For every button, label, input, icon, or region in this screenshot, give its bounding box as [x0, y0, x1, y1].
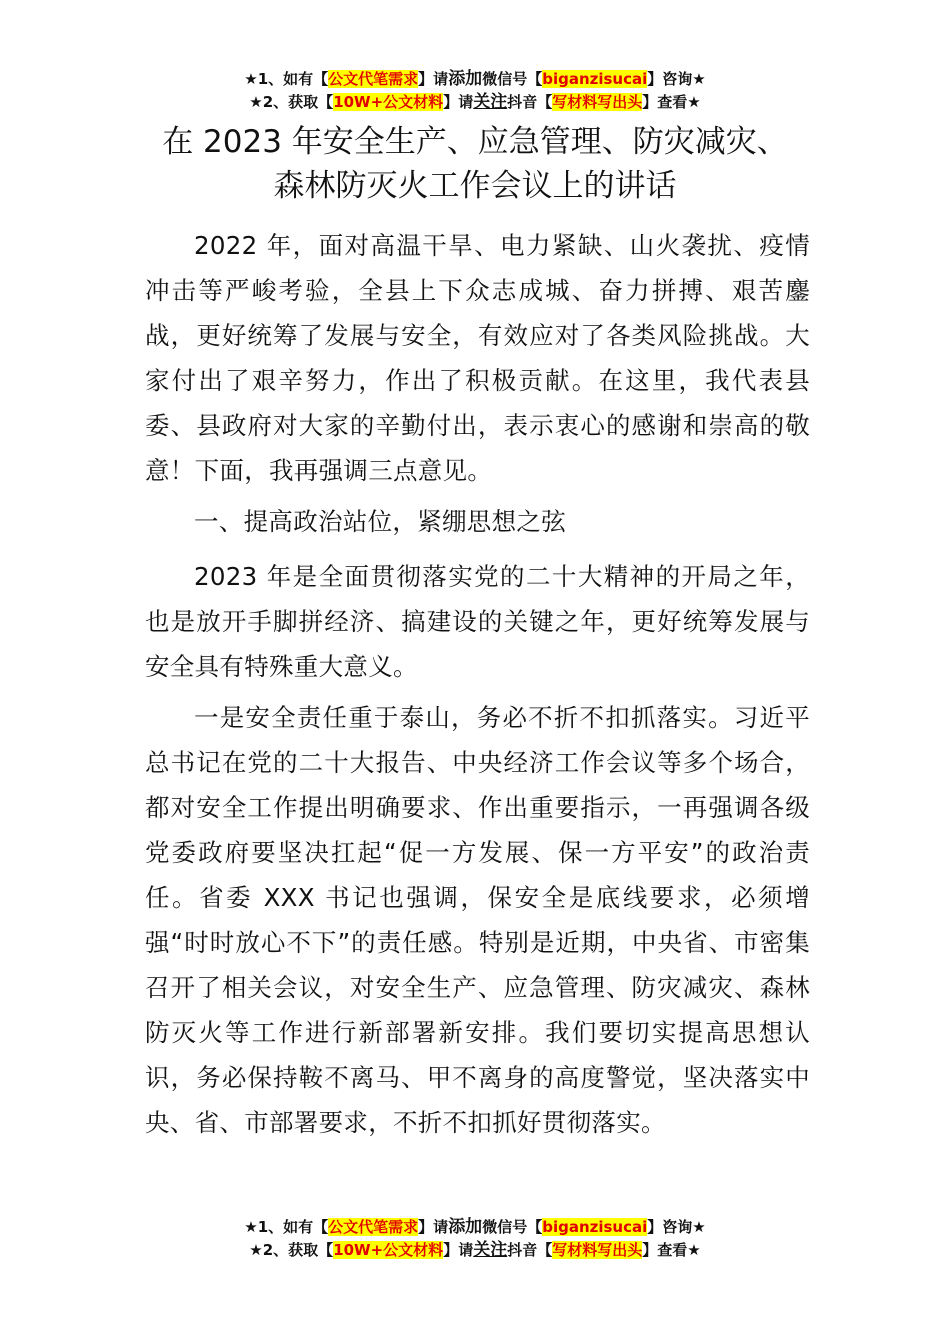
banner-douyin-id: 写材料写出头	[552, 1241, 643, 1259]
banner-emphasis: 关注	[473, 92, 508, 112]
banner-highlight: 公文代笔需求	[328, 1218, 419, 1236]
banner-text: 】请	[418, 70, 449, 88]
footer-banner	[0, 1216, 950, 1262]
paragraph: 一是安全责任重于泰山，务必不折不扣抓落实。习近平总书记在党的二十大报告、中央经济工作会议等多个场合，都对安全工作提出明确要求、作出重要指示，一再强调各级党委政府要坚决扛起“促一方发展、保一方平安”的政治责任。省委 XXX 书记也强调，保安全是底线要求，必须增强“时时放心不下”的责任感。特别是近期，中央省、市密集召开了相关会议，对安全生产、应急管理、防灾减灾、森林防灭火等工作进行新部署新安排。我们要切实提高思想认识，务必保持鞍不离马、甲不离身的高度警觉，坚决落实中央、省、市部署要求，不折不扣抓好贯彻落实。	[145, 703, 810, 1137]
banner-highlight: 10W+公文材料	[333, 1241, 444, 1259]
banner-text: ★1、如有【	[244, 1218, 329, 1236]
banner-highlight: 10W+公文材料	[333, 93, 444, 111]
banner-text: ★2、获取【	[249, 1241, 334, 1259]
banner-text: 】查看★	[642, 93, 701, 111]
banner-emphasis: 添加	[448, 1217, 483, 1237]
banner-text: ★1、如有【	[244, 70, 329, 88]
banner-text: 】咨询★	[647, 1218, 706, 1236]
banner-wechat-id: biganzisucai	[542, 70, 648, 88]
banner-text: 】请	[443, 1241, 474, 1259]
banner-text: 】请	[418, 1218, 449, 1236]
banner-highlight: 公文代笔需求	[328, 70, 419, 88]
banner-douyin-id: 写材料写出头	[552, 93, 643, 111]
section-heading: 一、提高政治站位，紧绷思想之弦	[194, 507, 566, 536]
banner-text: ★2、获取【	[249, 93, 334, 111]
banner-text: 】请	[443, 93, 474, 111]
banner-emphasis: 添加	[448, 69, 483, 89]
banner-line-1	[0, 68, 950, 91]
banner-text: 抖音【	[507, 1241, 553, 1259]
banner-line-2	[0, 91, 950, 114]
paragraph: 2023 年是全面贯彻落实党的二十大精神的开局之年，也是放开手脚拼经济、搞建设的关键之年，更好统筹发展与安全具有特殊重大意义。	[145, 562, 810, 681]
banner-line-2	[0, 1239, 950, 1262]
banner-line-1	[0, 1216, 950, 1239]
banner-wechat-id: biganzisucai	[542, 1218, 648, 1236]
document-body	[145, 223, 810, 1151]
banner-text: 微信号【	[482, 1218, 543, 1236]
banner-text: 】查看★	[642, 1241, 701, 1259]
banner-text: 微信号【	[482, 70, 543, 88]
banner-emphasis: 关注	[473, 1240, 508, 1260]
header-banner	[0, 68, 950, 114]
banner-text: 抖音【	[507, 93, 553, 111]
document-title-line-2: 森林防灭火工作会议上的讲话	[273, 168, 677, 204]
paragraph: 2022 年，面对高温干旱、电力紧缺、山火袭扰、疫情冲击等严峻考验，全县上下众志成城、奋力拼搏、艰苦鏖战，更好统筹了发展与安全，有效应对了各类风险挑战。大家付出了艰辛努力，作出了积极贡献。在这里，我代表县委、县政府对大家的辛勤付出，表示衷心的感谢和崇高的敬意！下面，我再强调三点意见。	[145, 231, 810, 485]
document-title-line-1: 在 2023 年安全生产、应急管理、防灾减灾、	[162, 124, 788, 160]
banner-text: 】咨询★	[647, 70, 706, 88]
